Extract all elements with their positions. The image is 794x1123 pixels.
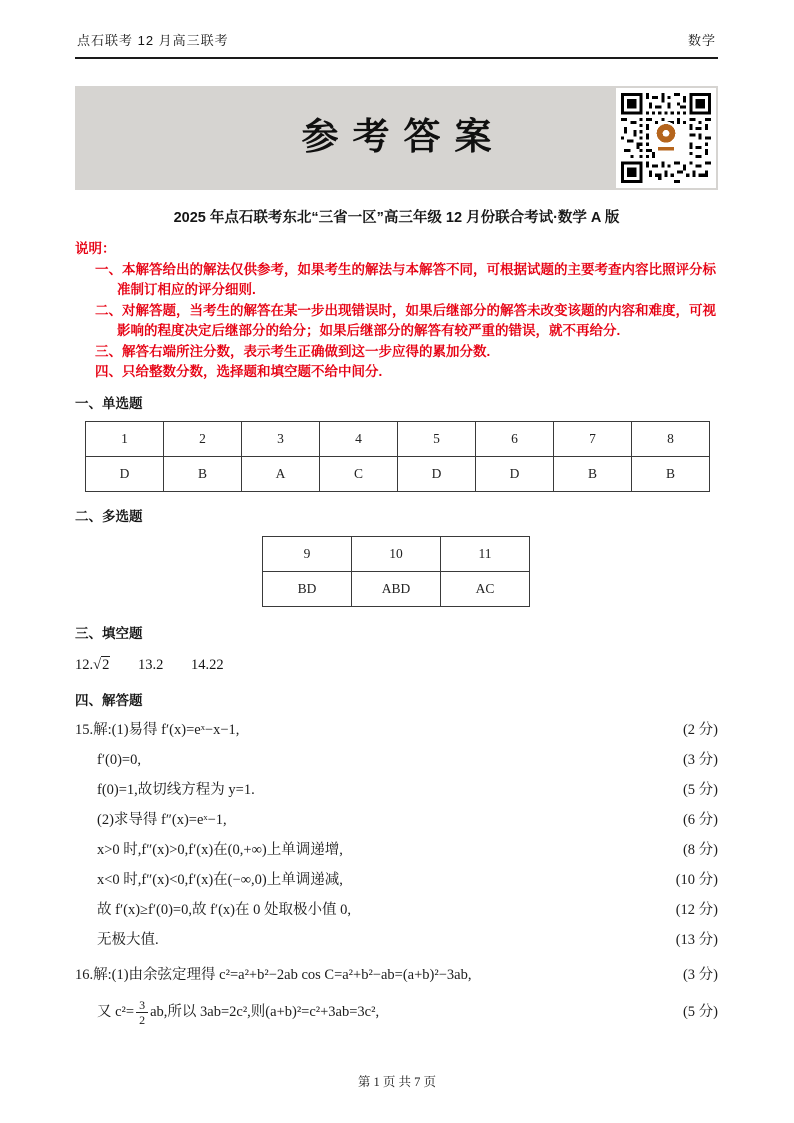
score-badge: (6 分) <box>682 811 718 828</box>
score-badge: (2 分) <box>682 721 718 738</box>
fill-answer-12-label: 12. <box>75 656 94 673</box>
solution-line-15-8 <box>75 930 718 951</box>
note-item-4: 四、只给整数分数，选择题和填空题不给中间分. <box>95 364 383 379</box>
question-number: 7 <box>554 421 632 456</box>
answer-cell: A <box>242 456 320 491</box>
question-number: 11 <box>441 536 530 571</box>
solution-text: 15.解:(1)易得 f′(x)=eˣ−x−1, <box>75 721 240 738</box>
score-badge: (13 分) <box>675 931 718 948</box>
fill-in-answers <box>75 655 718 676</box>
solution-text: 16.解:(1)由余弦定理得 c²=a²+b²−2ab cos C=a²+b²−ab=(a+b)²−3ab, <box>75 966 472 983</box>
answer-row <box>86 456 710 491</box>
solution-text: x<0 时,f″(x)<0,f′(x)在(−∞,0)上单调递减, <box>97 871 343 888</box>
answer-cell: B <box>554 456 632 491</box>
answer-cell: D <box>476 456 554 491</box>
answer-cell: D <box>86 456 164 491</box>
math-suffix: ab,所以 3ab=2c²,则(a+b)²=c²+3ab=3c², <box>150 1003 380 1020</box>
note-item-3: 三、解答右端所注分数，表示考生正确做到这一步应得的累加分数. <box>95 343 491 359</box>
question-number: 5 <box>398 421 476 456</box>
question-number: 4 <box>320 421 398 456</box>
solution-text: (2)求导得 f″(x)=eˣ−1, <box>97 811 227 828</box>
solution-line-15-5 <box>75 840 718 861</box>
notes-section <box>75 239 718 383</box>
solution-text: x>0 时,f″(x)>0,f′(x)在(0,+∞)上单调递增, <box>97 841 343 858</box>
question-number: 2 <box>164 421 242 456</box>
score-badge: (5 分) <box>682 1003 718 1020</box>
note-item-2: 二、对解答题，当考生的解答在某一步出现错误时，如果后继部分的解答未改变该题的内容和难度，可视影响的程度决定后继部分的给分；如果后继部分的解答有较严重的错误，就不再给分. <box>95 302 716 338</box>
score-badge: (3 分) <box>682 751 718 768</box>
single-choice-table <box>85 421 710 492</box>
solution-line-16-2 <box>75 998 718 1027</box>
score-badge: (12 分) <box>675 901 718 918</box>
answer-cell: AC <box>441 571 530 606</box>
answer-cell: D <box>398 456 476 491</box>
free-response-heading: 四、解答题 <box>75 692 143 708</box>
solution-line-16-1 <box>75 965 718 986</box>
fill-in-heading: 三、填空题 <box>75 625 143 641</box>
question-number-row <box>263 536 530 571</box>
math-prefix: 又 c²= <box>97 1003 135 1020</box>
fraction-numerator: 3 <box>136 998 148 1013</box>
fill-answer-13: 13.2 <box>137 656 164 673</box>
question-number: 6 <box>476 421 554 456</box>
solution-text <box>97 998 379 1027</box>
fill-answer-14: 14.22 <box>190 656 224 673</box>
solution-line-15-7 <box>75 900 718 921</box>
solution-line-15-4 <box>75 810 718 831</box>
page-header <box>75 0 718 59</box>
answer-cell: BD <box>263 571 352 606</box>
question-number: 8 <box>632 421 710 456</box>
solution-text: f′(0)=0, <box>97 751 141 768</box>
question-number: 3 <box>242 421 320 456</box>
solution-line-15-3 <box>75 780 718 801</box>
solutions <box>75 720 718 1027</box>
answer-cell: B <box>164 456 242 491</box>
page-number: 第 1 页 共 7 页 <box>357 1075 437 1089</box>
answer-cell: B <box>632 456 710 491</box>
answer-cell: ABD <box>352 571 441 606</box>
note-item-1: 一、本解答给出的解法仅供参考，如果考生的解法与本解答不同，可根据试题的主要考查内容比照评分标准制订相应的评分细则. <box>95 261 716 297</box>
fraction-denominator: 2 <box>139 1012 146 1027</box>
qr-code <box>616 88 716 188</box>
score-badge: (5 分) <box>682 781 718 798</box>
answer-banner <box>75 86 718 190</box>
solution-text: 无极大值. <box>97 931 159 948</box>
fill-answer-12-radicand: 2 <box>102 656 110 673</box>
fraction <box>136 998 148 1027</box>
answer-row <box>263 571 530 606</box>
single-choice-heading: 一、单选题 <box>75 395 143 411</box>
banner-title: 参考答案 <box>301 117 506 158</box>
sqrt-icon: √ <box>93 656 102 673</box>
fill-answer-12 <box>75 657 110 673</box>
solution-line-15-2 <box>75 750 718 771</box>
multi-choice-heading: 二、多选题 <box>75 508 143 524</box>
solution-text: 故 f′(x)≥f′(0)=0,故 f′(x)在 0 处取极小值 0, <box>97 901 351 918</box>
notes-label: 说明： <box>75 241 116 256</box>
answer-cell: C <box>320 456 398 491</box>
solution-text: f(0)=1,故切线方程为 y=1. <box>97 781 255 798</box>
header-right-text: 数学 <box>687 33 716 48</box>
score-badge: (3 分) <box>682 966 718 983</box>
question-number: 1 <box>86 421 164 456</box>
multi-choice-table <box>262 536 530 607</box>
header-left-text: 点石联考 12 月高三联考 <box>77 33 229 48</box>
question-number: 9 <box>263 536 352 571</box>
score-badge: (8 分) <box>682 841 718 858</box>
question-number: 10 <box>352 536 441 571</box>
question-number-row <box>86 421 710 456</box>
solution-line-15-6 <box>75 870 718 891</box>
score-badge: (10 分) <box>675 871 718 888</box>
qr-pattern-icon <box>621 93 711 183</box>
exam-title: 2025 年点石联考东北“三省一区”高三年级 12 月份联合考试·数学 A 版 <box>173 210 620 226</box>
solution-line-15-1 <box>75 720 718 741</box>
